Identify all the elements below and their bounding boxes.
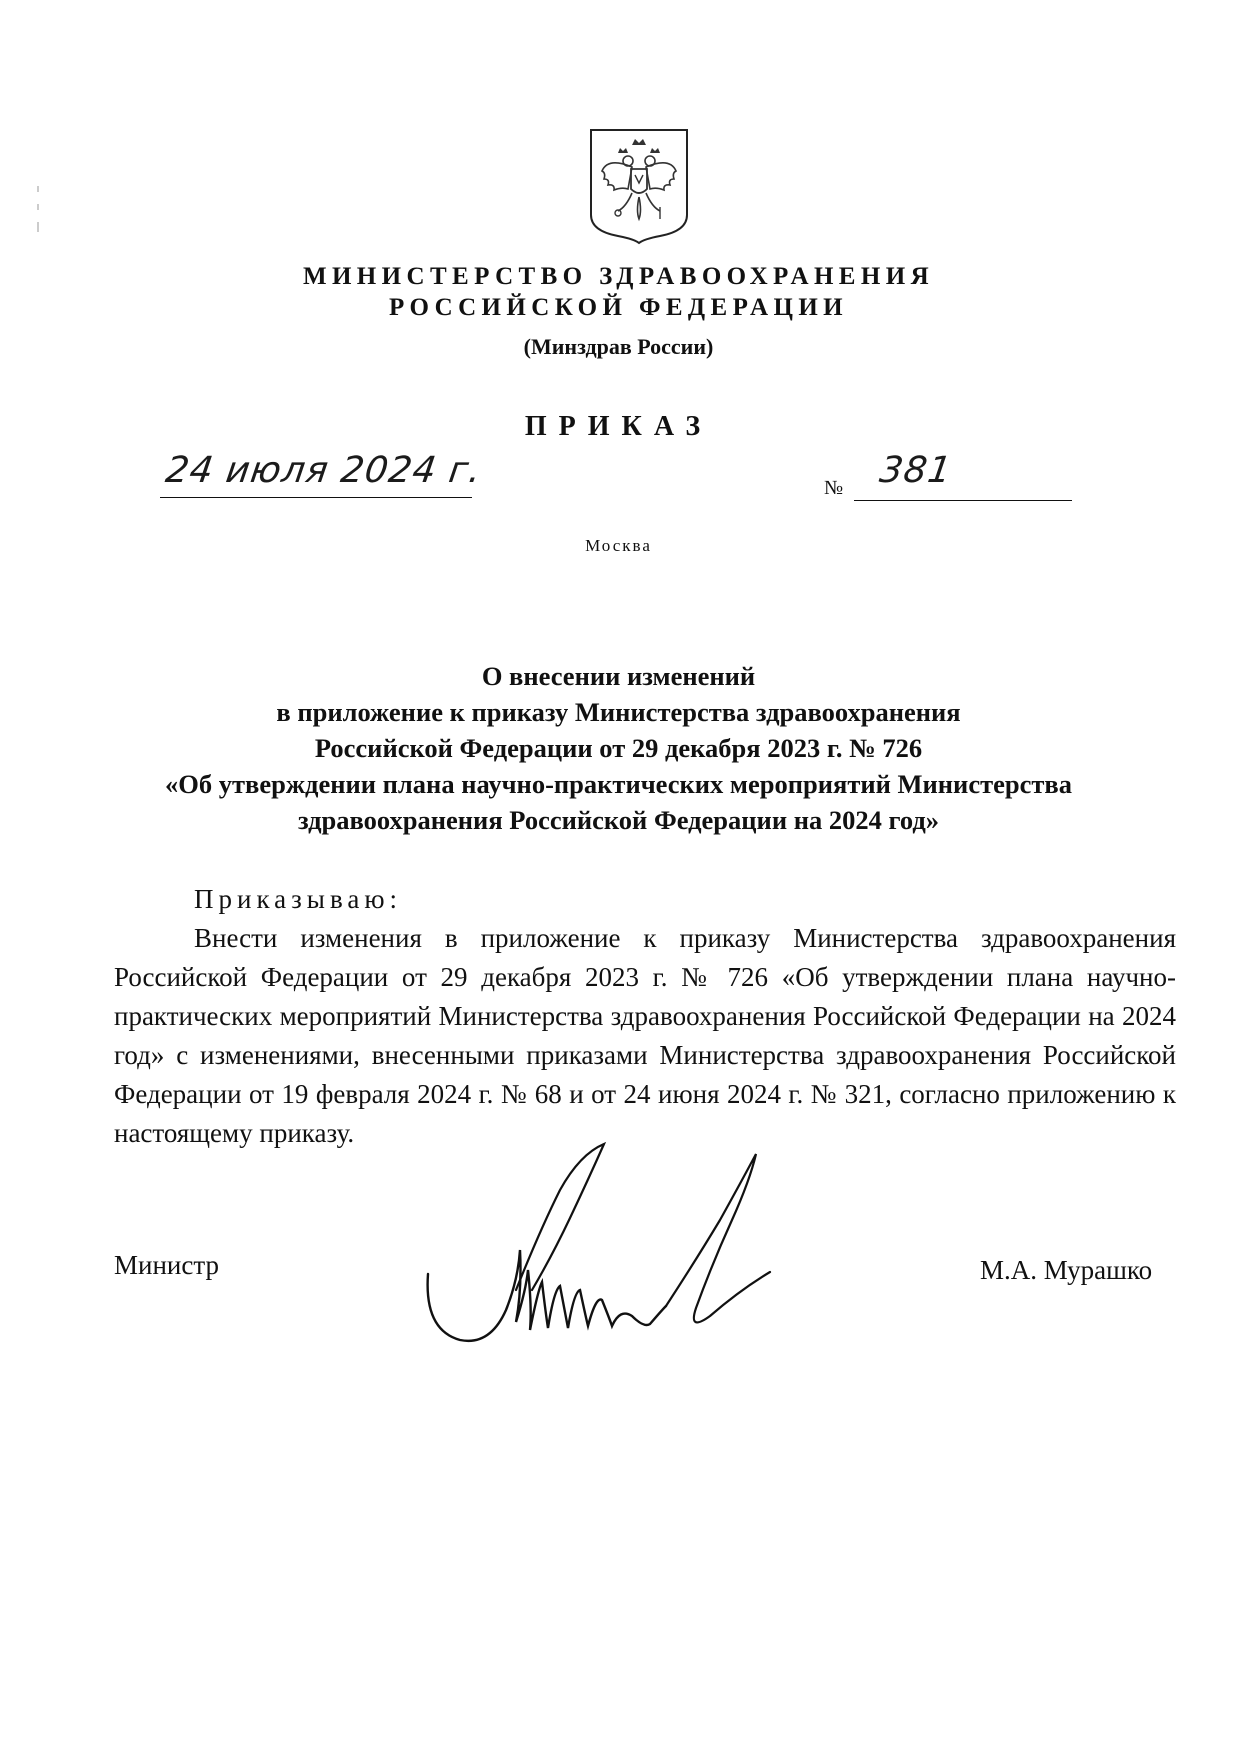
ministry-name-line2: РОССИЙСКОЙ ФЕДЕРАЦИИ xyxy=(388,294,849,321)
title-line: Российской Федерации от 29 декабря 2023 г. № 726 xyxy=(314,733,923,763)
order-body xyxy=(114,880,1176,1153)
number-underline xyxy=(854,500,1072,501)
document-type: ПРИКАЗ xyxy=(524,411,713,442)
ministry-short-name: (Минздрав России) xyxy=(523,334,714,359)
title-line: здравоохранения Российской Федерации на 2024 год» xyxy=(297,805,939,835)
order-paragraph: Внести изменения в приложение к приказу Министерства здравоохранения Российской Федерации от 29 декабря 2023 г. № 726 «Об утверждении плана научно-практических мероприятий Министерства здравоохранения Российской Федерации на 2024 год» с изменениями, внесенными приказами Министерства здравоохранения Российской Федерации от 19 февраля 2024 г. № 68 и от 24 июня 2024 г. № 321, согласно приложению к настоящему приказу. xyxy=(114,923,1176,1148)
order-title xyxy=(0,658,1237,838)
number-label: № xyxy=(824,477,844,499)
date-underline xyxy=(160,497,472,498)
order-lead: Приказываю: xyxy=(194,884,402,914)
title-line: «Об утверждении плана научно-практических мероприятий Министерства xyxy=(165,769,1072,799)
title-line: в приложение к приказу Министерства здравоохранения xyxy=(276,697,961,727)
city: Москва xyxy=(585,536,652,555)
handwritten-signature-icon xyxy=(420,1140,820,1380)
scan-margin-marks xyxy=(36,186,40,232)
signer-position: Министр xyxy=(114,1250,219,1280)
russian-coat-of-arms-icon xyxy=(588,127,690,245)
order-number: 381 xyxy=(877,450,955,491)
order-date: 24 июля 2024 г. xyxy=(163,450,485,491)
ministry-name-line1: МИНИСТЕРСТВО ЗДРАВООХРАНЕНИЯ xyxy=(302,263,935,290)
title-line: О внесении изменений xyxy=(481,661,756,691)
signer-name: М.А. Мурашко xyxy=(980,1255,1153,1285)
